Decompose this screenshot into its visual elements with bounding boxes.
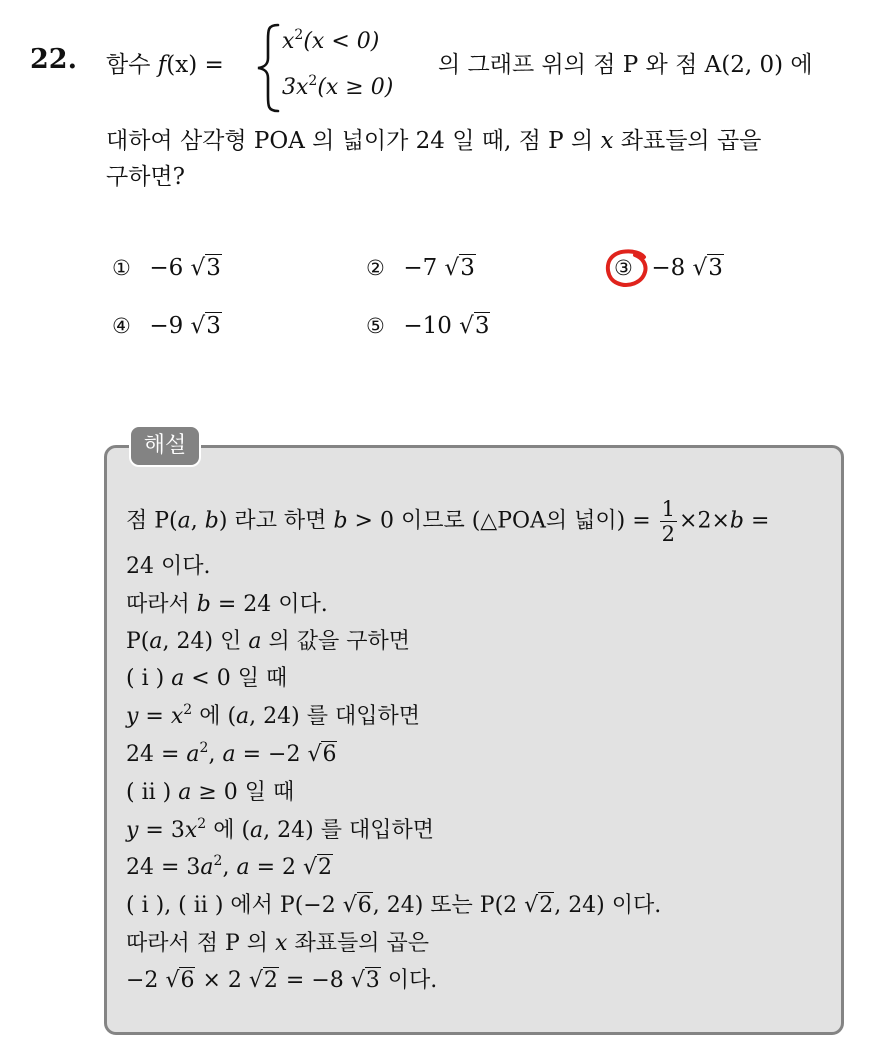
choice-1[interactable]: ① −6 √3 (112, 255, 221, 281)
question-line-1-suffix: 의 그래프 위의 점 P 와 점 A(2, 0) 에 (438, 52, 813, 78)
answer-mark-circle-icon (604, 248, 650, 288)
solution-line-11: ( i ), ( ii ) 에서 P(−2 √6, 24) 또는 P(2 √2, 24) 이다. (126, 891, 661, 921)
choice-3-number: ③ (614, 256, 633, 280)
solution-line-1: 점 P(a, b) 라고 하면 b > 0 이므로 (△POA의 넓이) = $\frac{1}{2}$ ×2×b = (126, 497, 770, 546)
solution-line-13: −2 √6 × 2 √2 = −8 √3 이다. (126, 966, 437, 996)
solution-line-7: $24 = a^2$, a = −2 √6 (126, 740, 337, 770)
sqrt-symbol: √3 (459, 313, 490, 339)
sqrt-symbol: √3 (444, 255, 475, 281)
solution-line-2: 24 이다. (126, 554, 211, 579)
piecewise-case-1: $x^2(x < 0)$ (282, 27, 380, 54)
solution-line-6: $y = x^2$ 에 (a, 24) 를 대입하면 (126, 702, 420, 729)
sqrt-symbol: √6 (342, 893, 372, 918)
fraction-one-half: $\frac{1}{2}$ (661, 497, 676, 546)
sqrt-symbol: √2 (524, 893, 554, 918)
solution-line-4: P(a, 24) 인 a 의 값을 구하면 (126, 629, 410, 654)
solution-line-5: ( i ) a < 0 일 때 (126, 666, 288, 691)
question-line-2: 대하여 삼각형 POA 의 넓이가 24 일 때, 점 P 의 x 좌표들의 곱을 (106, 128, 762, 154)
sqrt-symbol: √6 (307, 742, 337, 767)
solution-line-3: 따라서 b = 24 이다. (126, 592, 328, 617)
choice-4[interactable]: ④ −9 √3 (112, 313, 221, 339)
choice-2[interactable]: ② −7 √3 (366, 255, 475, 281)
piecewise-case-2: $3x^2(x \ge 0)$ (282, 73, 394, 100)
choice-4-number: ④ (112, 314, 131, 338)
solution-line-10: $24 = 3a^2$, a = 2 √2 (126, 853, 333, 883)
solution-line-8: ( ii ) a ≥ 0 일 때 (126, 780, 295, 805)
sqrt-symbol: √3 (190, 313, 221, 339)
choice-5[interactable]: ⑤ −10 √3 (366, 313, 490, 339)
piecewise-brace (254, 22, 282, 114)
question-line-3: 구하면? (106, 164, 185, 190)
choice-2-number: ② (366, 256, 385, 280)
solution-line-12: 따라서 점 P 의 x 좌표들의 곱은 (126, 931, 429, 956)
sqrt-symbol: √2 (303, 855, 333, 880)
choice-3[interactable]: ③ −8 √3 (614, 255, 723, 281)
solution-label: 해설 (129, 425, 201, 467)
solution-line-9: $y = 3x^2$ 에 (a, 24) 를 대입하면 (126, 816, 434, 843)
sqrt-symbol: √3 (350, 968, 380, 993)
sqrt-symbol: √6 (165, 968, 195, 993)
question-line-1-prefix: 함수 f(x) = (106, 52, 224, 78)
choice-1-number: ① (112, 256, 131, 280)
question-number: 22. (30, 44, 77, 75)
sqrt-symbol: √3 (692, 255, 723, 281)
sqrt-symbol: √3 (190, 255, 221, 281)
choice-5-number: ⑤ (366, 314, 385, 338)
sqrt-symbol: √2 (248, 968, 278, 993)
